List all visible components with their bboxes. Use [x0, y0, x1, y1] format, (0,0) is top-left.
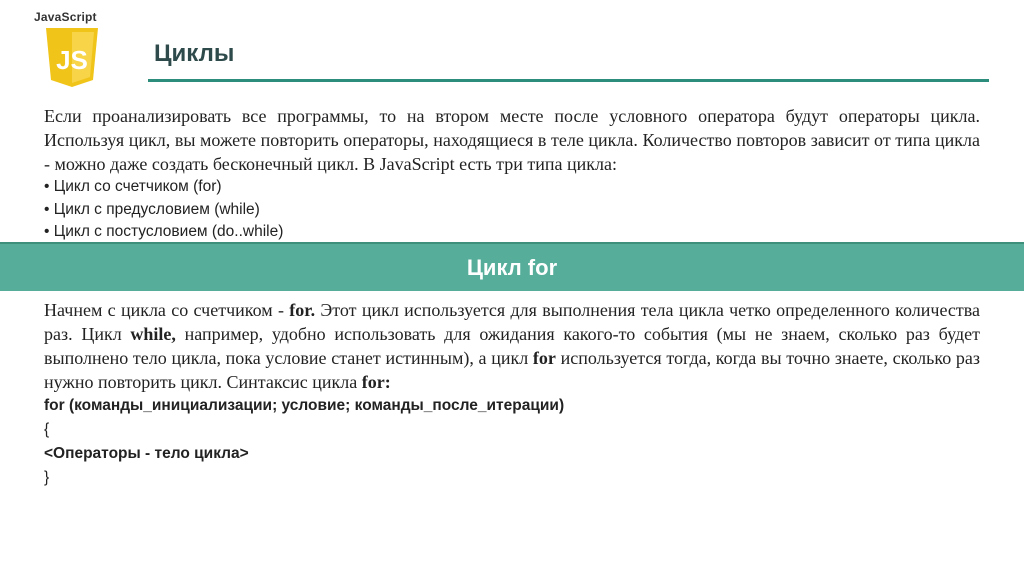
description-paragraph — [44, 298, 980, 394]
loop-types-list — [44, 176, 980, 244]
keyword-for: for: — [361, 372, 391, 392]
section-title: Цикл for — [466, 254, 558, 280]
title-divider — [148, 79, 989, 82]
svg-text:JS: JS — [56, 45, 88, 75]
intro-block — [44, 104, 980, 244]
syntax-line: <Операторы - тело цикла> — [44, 445, 249, 462]
syntax-block — [44, 394, 980, 490]
list-item: • Цикл со счетчиком (for) — [44, 178, 222, 195]
logo-text: JavaScript — [34, 10, 97, 24]
text-run: Этот цикл используется для выполнения тела цикла четко определенного количества раз. Цикл — [44, 300, 980, 344]
section-banner — [0, 242, 1024, 291]
javascript-logo — [34, 10, 114, 75]
text-run: используется тогда, когда вы точно знаете, сколько раз нужно повторить цикл. Синтаксис цикла — [44, 348, 980, 392]
js-shield-icon — [44, 26, 100, 88]
list-item: • Цикл с предусловием (while) — [44, 200, 260, 218]
text-run: Начнем с цикла со счетчиком - — [44, 300, 290, 320]
keyword-for: for — [532, 348, 556, 368]
list-item: • Цикл с постусловием (do..while) — [44, 223, 284, 240]
slide-title: Циклы — [154, 40, 235, 67]
syntax-line: { — [44, 421, 50, 438]
keyword-while: while, — [130, 324, 176, 344]
text-run: например, удобно использовать для ожидания какого-то события (мы не знаем, сколько раз будет выполнено тело цикла, пока условие станет истинным), а цикл — [44, 324, 980, 368]
keyword-for: for. — [289, 300, 316, 320]
syntax-line: for (команды_инициализации; условие; команды_после_итерации) — [44, 397, 565, 414]
intro-paragraph: Если проанализировать все программы, то на втором месте после условного оператора будут операторы цикла. Используя цикл, вы можете повторить операторы, находящиеся в теле цикла. Количество повторов зависит от типа цикла - можно даже создать бесконечный цикл. В JavaScript есть три типа цикла: — [44, 106, 980, 174]
syntax-line: } — [44, 469, 50, 486]
for-loop-description — [44, 298, 980, 490]
